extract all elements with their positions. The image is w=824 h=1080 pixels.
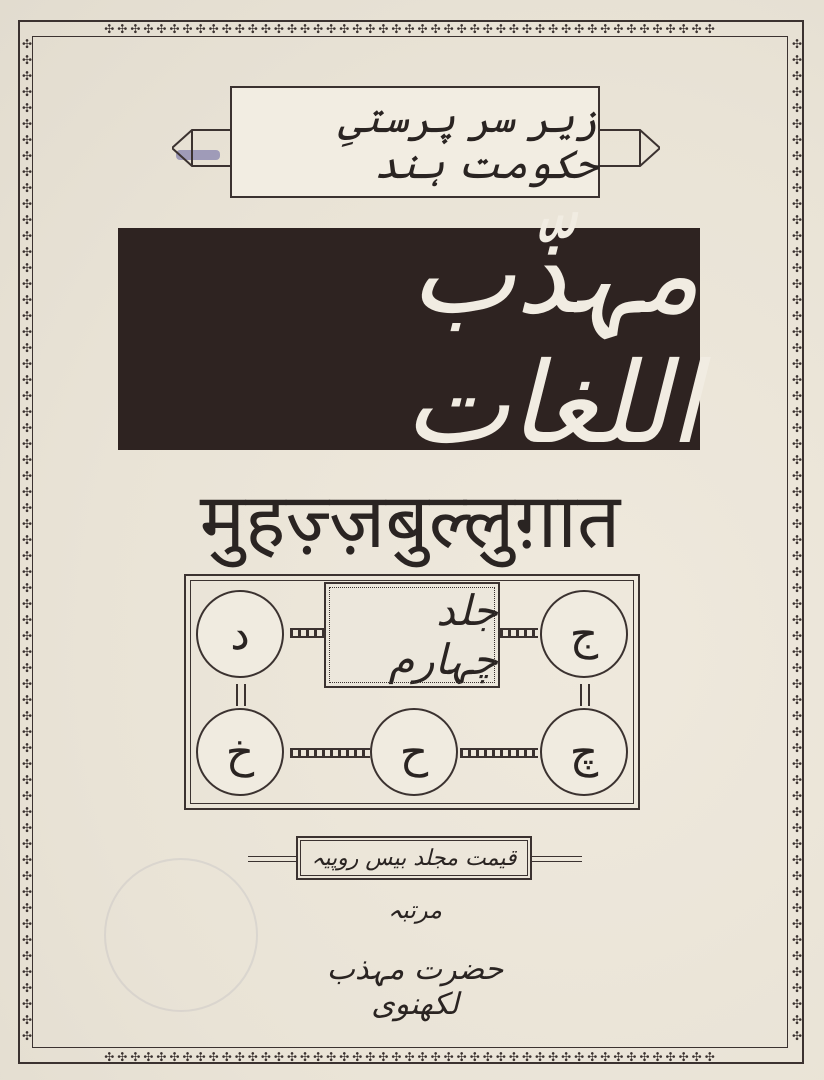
volume-label: جلد چہارم: [388, 586, 498, 684]
connector-bottom-left: [290, 748, 370, 758]
price-line-left: [248, 856, 296, 862]
vconnector-left: [236, 684, 246, 706]
author-name: حضرت مہذب لکھنوی: [326, 952, 504, 1022]
ribbon-right-icon: [598, 128, 660, 168]
price-text: قیمت مجلد بیس روپیہ: [311, 845, 517, 871]
letter-circle-che: چ: [540, 708, 628, 796]
ornament-bottom: ✣✣✣✣✣✣✣✣✣✣✣✣✣✣✣✣✣✣✣✣✣✣✣✣✣✣✣✣✣✣✣✣✣✣✣✣✣✣✣✣✣✣✣✣✣✣✣: [104, 1050, 718, 1064]
vconnector-right: [580, 684, 590, 706]
ribbon-left-icon: [172, 128, 234, 168]
compiled-by: مرتبہ: [387, 896, 443, 924]
ornament-left: ✣✣✣✣✣✣✣✣✣✣✣✣✣✣✣✣✣✣✣✣✣✣✣✣✣✣✣✣✣✣✣✣✣✣✣✣✣✣✣✣✣✣✣✣✣✣✣✣✣✣✣✣✣✣✣✣✣✣✣✣✣✣✣: [21, 37, 33, 1043]
connector-bottom-right: [460, 748, 538, 758]
letter-circle-khay: خ: [196, 708, 284, 796]
patronage-banner: [230, 86, 600, 198]
title-hindi: मुहज़्ज़बुल्लुग़ात: [199, 475, 621, 565]
connector-left: [290, 628, 324, 638]
ornament-top: ✣✣✣✣✣✣✣✣✣✣✣✣✣✣✣✣✣✣✣✣✣✣✣✣✣✣✣✣✣✣✣✣✣✣✣✣✣✣✣✣✣✣✣✣✣✣✣: [104, 22, 718, 36]
letter-circle-jeem: ج: [540, 590, 628, 678]
volume-label-box: [324, 582, 500, 688]
price-box: [296, 836, 532, 880]
faded-stamp: [104, 858, 258, 1012]
letter-circle-daal: د: [196, 590, 284, 678]
patronage-text: زیر سر پرستیِ حکومت ہند: [338, 96, 598, 188]
title-urdu: مہذّب اللغات: [404, 209, 700, 469]
connector-right: [500, 628, 538, 638]
title-block: [118, 209, 700, 469]
letter-circle-hay: ح: [370, 708, 458, 796]
price-line-right: [532, 856, 582, 862]
ornament-right: ✣✣✣✣✣✣✣✣✣✣✣✣✣✣✣✣✣✣✣✣✣✣✣✣✣✣✣✣✣✣✣✣✣✣✣✣✣✣✣✣✣✣✣✣✣✣✣✣✣✣✣✣✣✣✣✣✣✣✣✣✣✣✣: [791, 37, 803, 1043]
